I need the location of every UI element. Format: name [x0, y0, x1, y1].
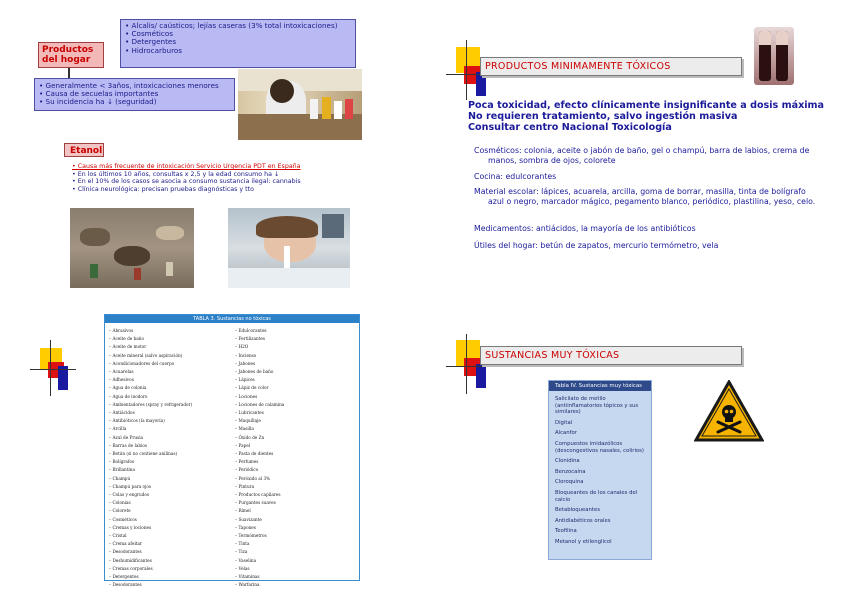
slide-productos-hogar — [0, 0, 424, 300]
list-item: – Lápiz de color — [235, 384, 284, 392]
list-item: – Cremas y lociones — [109, 524, 192, 532]
list-item: Salicilato de metilo (antiinflamatorios tópicos y sus similares) — [555, 396, 639, 416]
list-item: – Vaselina — [235, 557, 284, 565]
list-item: – Pasta de dientes — [235, 450, 284, 458]
list-item: – Tiza — [235, 548, 284, 556]
deco-line-h — [30, 369, 76, 370]
list-item: – Incienso — [235, 352, 284, 360]
list-item: – Deshumidificantes — [109, 557, 192, 565]
list-item: – Lubricantes — [235, 409, 284, 417]
list-item: – Antibióticos (la mayoría) — [109, 417, 192, 425]
list-item: – Peróxido al 3% — [235, 475, 284, 483]
item-medicines: Medicamentos: antiácidos, la mayoría de los antibióticos — [474, 224, 696, 233]
list-item: – H2O — [235, 343, 284, 351]
table-column-2 — [235, 327, 284, 590]
list-item: – Velas — [235, 565, 284, 573]
deco-line-v — [50, 340, 51, 396]
list-item: – Papel — [235, 442, 284, 450]
etanol-item — [72, 163, 301, 171]
list-item: – Suavizante — [235, 516, 284, 524]
list-item: – Colorete — [109, 507, 192, 515]
list-item: – Jabones — [235, 360, 284, 368]
etanol-item: • En el 10% de los casos se asocia a consumo sustancia ilegal: cannabis — [72, 178, 301, 186]
vials-image — [754, 27, 794, 85]
key-point: Poca toxicidad, efecto clínicamente insignificante a dosis máxima — [468, 100, 825, 111]
etanol-list — [72, 163, 301, 193]
list-item: – Cosméticos — [109, 516, 192, 524]
skull-hazard-icon — [694, 380, 764, 442]
list-item: – Betún (si no contiene anilinas) — [109, 450, 192, 458]
list-item: – Aceite mineral (salvo aspiración) — [109, 352, 192, 360]
non-toxic-table — [104, 314, 360, 588]
photo-party-aftermath — [70, 208, 194, 288]
deco-line-v — [466, 334, 467, 394]
photo-child-cleaning-products — [238, 69, 362, 140]
item-school: Material escolar: lápices, acuarela, arcilla, goma de borrar, masilla, tinta de bolígrafo azul o negro, marcador mágico, pegamento blanco, periódico, plastilina, yeso, celo. — [474, 187, 816, 206]
list-item: – Agua de colonia — [109, 384, 192, 392]
list-item: Bloqueantes de los canales del calcio — [555, 489, 638, 503]
list-item: – Productos capilares — [235, 491, 284, 499]
info-box — [34, 78, 235, 111]
list-item: – Tapones — [235, 524, 284, 532]
list-item: – Aceite de baño — [109, 335, 192, 343]
info-item: • Causa de secuelas importantes — [39, 89, 159, 99]
list-item: – Aceite de motor — [109, 343, 192, 351]
list-item: – Brillantina — [109, 466, 192, 474]
list-item: – Purgantes suaves — [235, 499, 284, 507]
list-item: – Rímel — [235, 507, 284, 515]
box-item: • Hidrocarburos — [125, 45, 183, 55]
hogar-title: Productos del hogar — [38, 42, 104, 68]
list-item: Teofilina — [555, 528, 577, 535]
list-item: Benzocaína — [555, 468, 586, 475]
item-kitchen: Cocina: edulcorantes — [474, 172, 557, 181]
list-item: Compuestos imidazólicos (descongestivos nasales, colirios) — [555, 440, 644, 454]
key-point: No requieren tratamiento, salvo ingestión masiva — [468, 111, 738, 123]
list-item: – Colonias — [109, 499, 192, 507]
caustics-box — [120, 19, 356, 68]
list-item: – Jabones de baño — [235, 368, 284, 376]
list-item: – Cristal — [109, 532, 192, 540]
list-item: Cloroquina — [555, 479, 584, 486]
key-point: Consultar centro Nacional Toxicología — [468, 122, 672, 134]
very-toxic-table — [548, 380, 652, 560]
list-item: – Tinta — [235, 540, 284, 548]
list-item: – Cremas corporales — [109, 565, 192, 573]
etanol-item-highlight: • Causa más frecuente de intoxicación Servicio Urgencia PDT en España — [72, 163, 301, 170]
info-item: • Generalmente < 3años, intoxicaciones menores — [39, 81, 219, 90]
list-item: Digital — [555, 419, 573, 426]
etanol-item: • Clínica neurológica: precisan pruebas diagnósticas y tto — [72, 185, 254, 193]
list-item: Betabloqueantes — [555, 507, 600, 514]
list-item: – Bolígrafos — [109, 458, 192, 466]
list-item: – Colas y engrudos — [109, 491, 192, 499]
list-item: – Agua de inodoro — [109, 393, 192, 401]
list-item: – Vitaminas — [235, 573, 284, 581]
list-item: – Lociones — [235, 393, 284, 401]
list-item: Clonidina — [555, 458, 580, 465]
etanol-title: Etanol — [64, 143, 104, 157]
list-item: – Desodorantes — [109, 581, 192, 589]
list-item: – Detergentes — [109, 573, 192, 581]
list-item: – Crema afeitar — [109, 540, 192, 548]
list-item: – Perfumes — [235, 458, 284, 466]
list-item: – Periódico — [235, 466, 284, 474]
list-item: – Ambientadores (spray y refrigerador) — [109, 401, 192, 409]
list-item: – Lociones de calamina — [235, 401, 284, 409]
deco-blue-square — [476, 364, 486, 388]
list-item: Metanol y etilenglicol — [555, 538, 612, 545]
list-item: – Desodorantes — [109, 548, 192, 556]
box-item: • Detergentes — [125, 37, 177, 47]
list-item: – Champú para ojos — [109, 483, 192, 491]
list-item: – Champú — [109, 475, 192, 483]
list-item: – Abrasivos — [109, 327, 192, 335]
slide-sustancias-no-toxicas — [0, 300, 424, 599]
slide2-title: PRODUCTOS MINIMAMENTE TÓXICOS — [480, 57, 742, 76]
table-title: TABLA 3. Sustancias no tóxicas — [105, 315, 359, 323]
info-item: • Su incidencia ha ↓ (seguridad) — [39, 97, 157, 107]
list-item: – Azul de Prusia — [109, 434, 192, 442]
list-item: – Óxido de Zn — [235, 434, 284, 442]
list-item: – Antiácidos — [109, 409, 192, 417]
list-item: – Masilla — [235, 425, 284, 433]
slide-minimamente-toxicos — [424, 0, 848, 300]
photo-hospital-patient — [228, 208, 350, 288]
list-item: – Adhesivos — [109, 376, 192, 384]
list-item: – Maquillaje — [235, 417, 284, 425]
list-item: Alcanfor — [555, 430, 577, 437]
list-item: – Fertilizantes — [235, 335, 284, 343]
etanol-item: • En los últimos 10 años, consultas x 2,5 y la edad consumo ha ↓ — [72, 170, 280, 178]
list-item: – Acondicionadores del cuerpo — [109, 360, 192, 368]
list-item: – Lápices — [235, 376, 284, 384]
list-item: – Arcilla — [109, 425, 192, 433]
item-cosmetics: Cosméticos: colonia, aceite o jabón de baño, gel o champú, barra de labios, crema de manos, sombra de ojos, colorete — [474, 146, 810, 165]
list-item: – Acuarelas — [109, 368, 192, 376]
toxic-list — [549, 391, 651, 555]
list-item: – Pintura — [235, 483, 284, 491]
deco-line-v — [466, 40, 467, 100]
item-household: Útiles del hogar: betún de zapatos, mercurio termómetro, vela — [474, 241, 719, 250]
key-points — [468, 100, 824, 134]
table-title: Tabla IV. Sustancias muy tóxicas — [549, 381, 651, 391]
list-item: – Termómetros — [235, 532, 284, 540]
slide-sustancias-muy-toxicas — [424, 300, 848, 599]
list-item: – Warfarina — [235, 581, 284, 589]
box-item: • Cosméticos — [125, 29, 174, 39]
list-item: Antidiabéticos orales — [555, 517, 611, 524]
slide4-title: SUSTANCIAS MUY TÓXICAS — [480, 346, 742, 365]
box-item: • Alcalis/ caústicos; lejías caseras (3% total intoxicaciones) — [125, 21, 338, 30]
list-item: – Barras de labios — [109, 442, 192, 450]
list-item: – Edulcorantes — [235, 327, 284, 335]
table-column-1 — [109, 327, 192, 590]
